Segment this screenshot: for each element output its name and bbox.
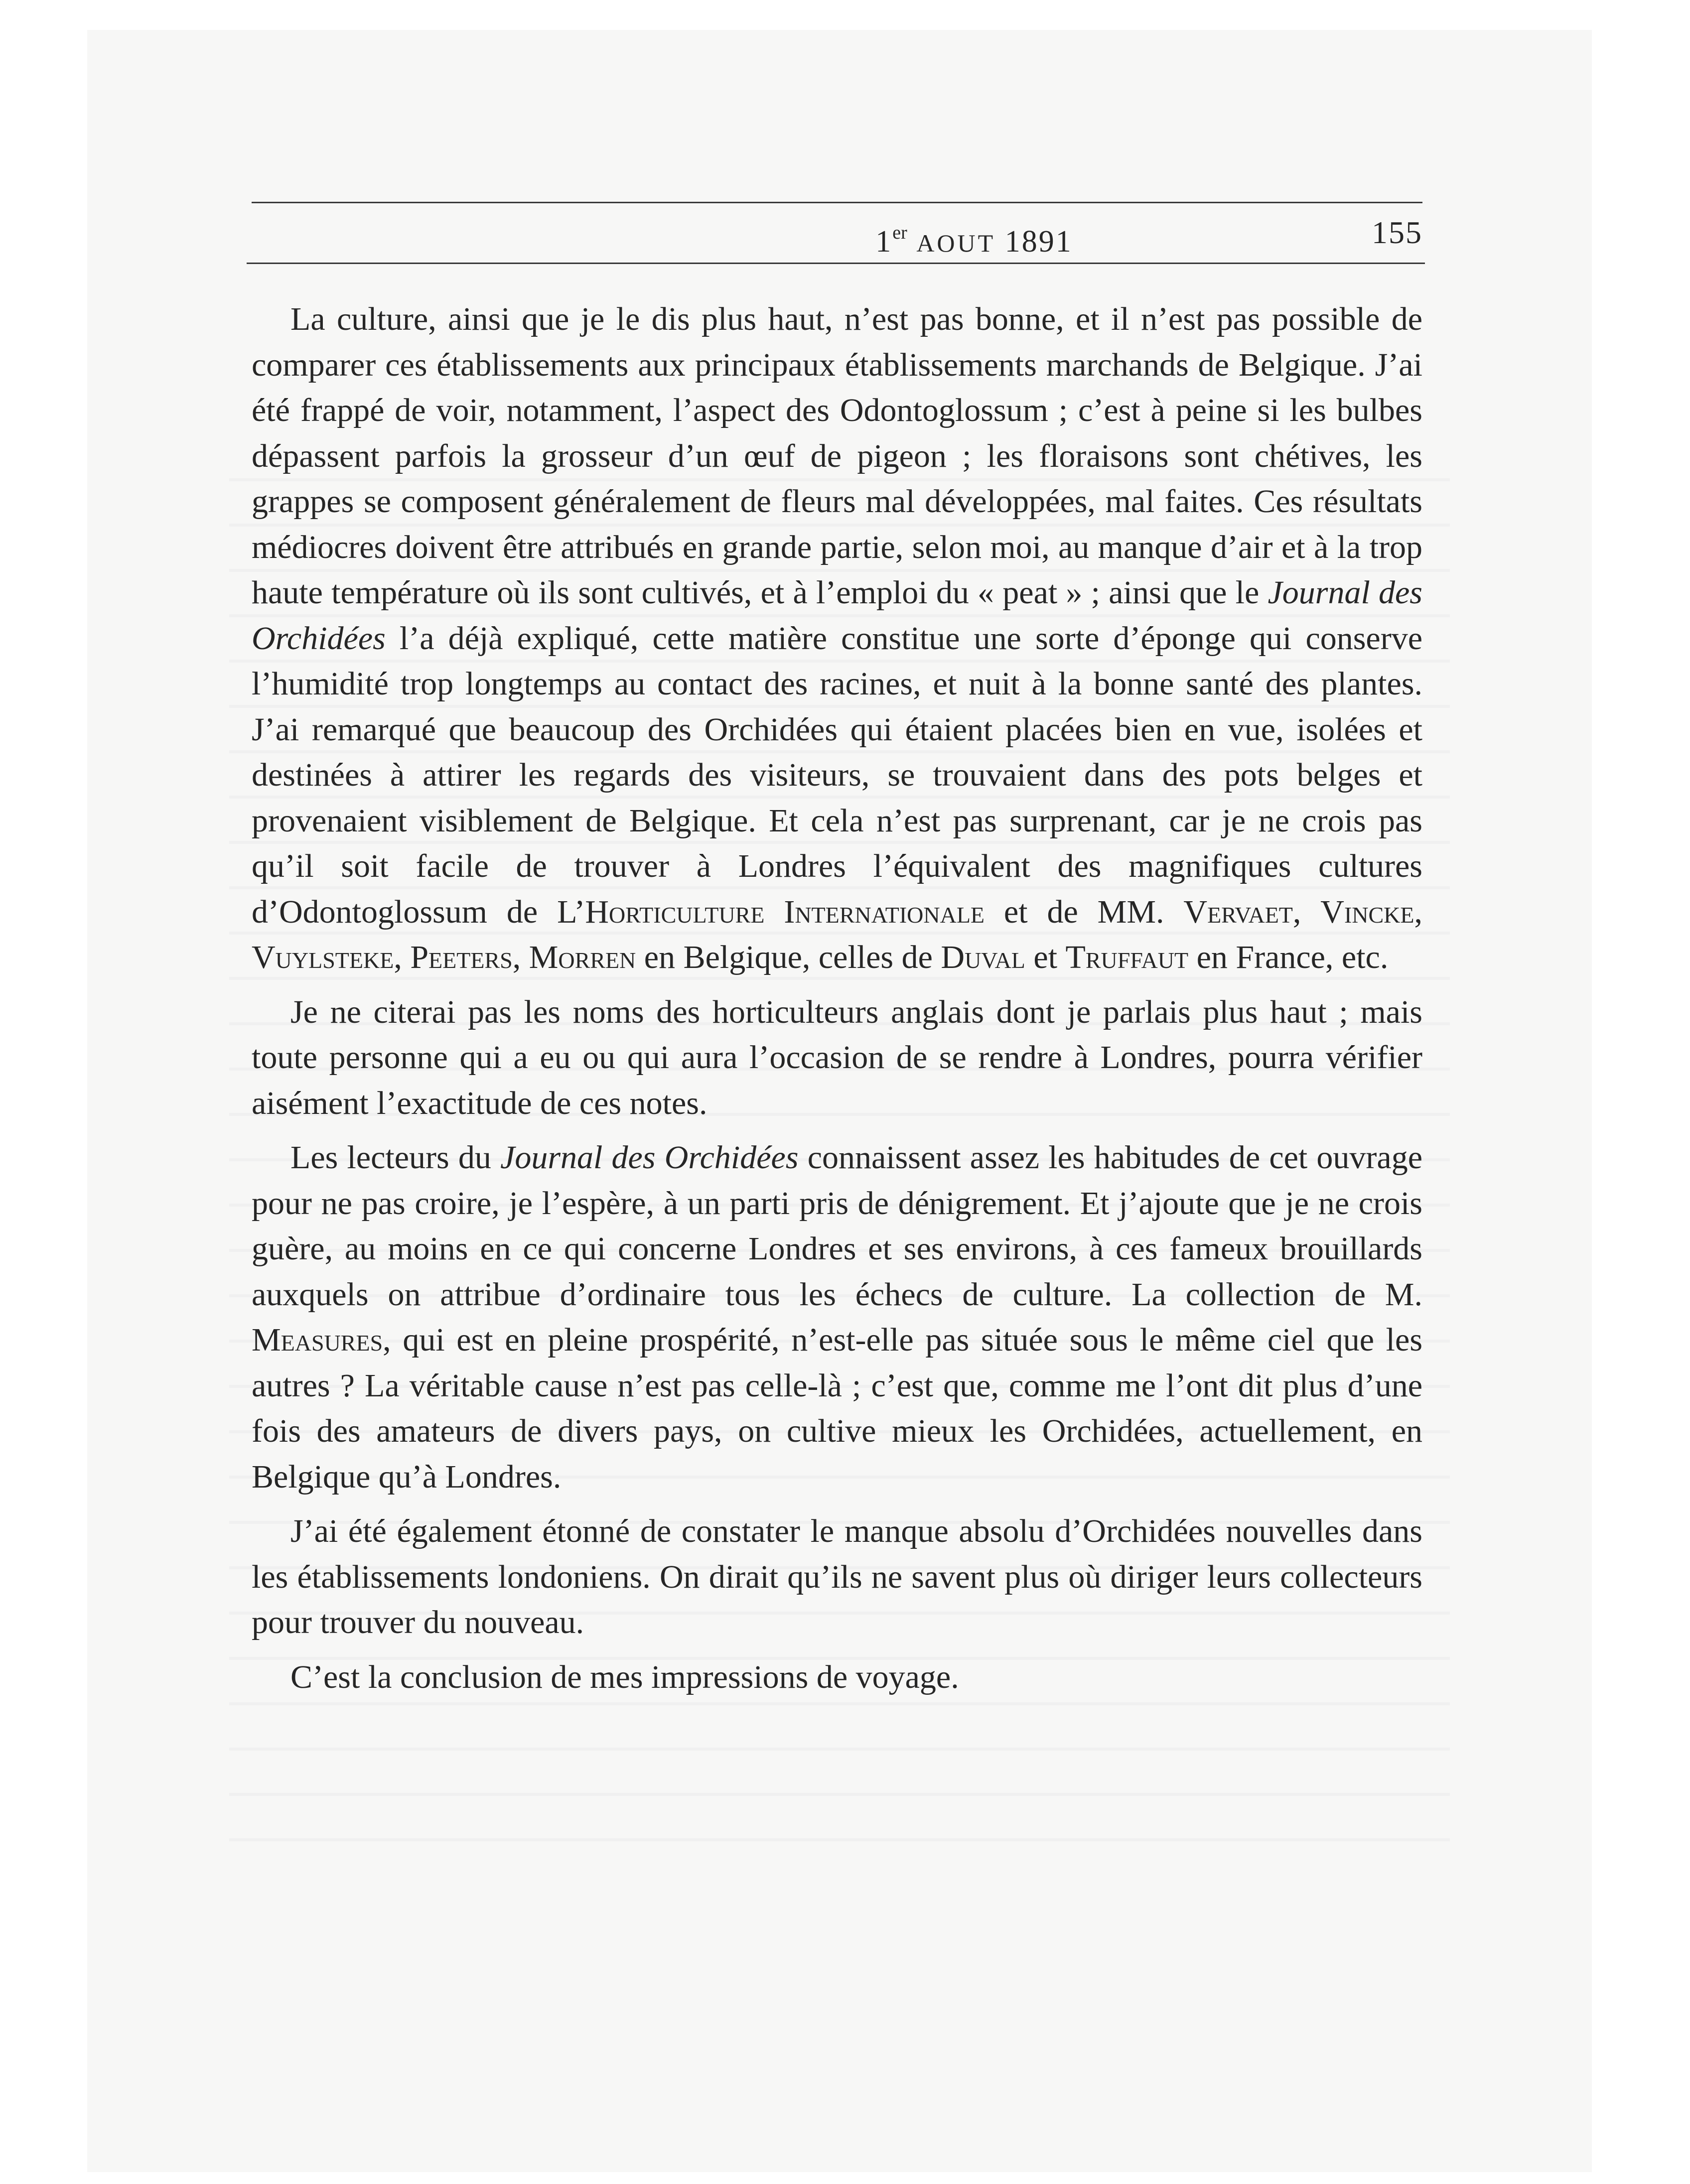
- paragraph: [252, 1508, 1422, 1645]
- body-text: [252, 296, 1422, 1709]
- small-caps-name: Morren: [529, 939, 636, 975]
- text-run: ,: [512, 939, 529, 975]
- text-run: ,: [1414, 893, 1422, 930]
- header-date: [725, 205, 1223, 271]
- text-run: connaissent assez les habitudes de cet ouvrage pour ne pas croire, je l’espère, à un parti pris de dénigrement. Et j’ajoute que je ne crois guère, au moins en ce qui concerne Londres et ses environs, à ces fameux brouillards auxquels on attribue d’ordinaire tous les échecs de culture. La collection de M.: [252, 1139, 1422, 1313]
- running-head: [252, 205, 1422, 260]
- paragraph: [252, 1135, 1422, 1500]
- text-run: en France, etc.: [1188, 939, 1389, 975]
- text-run: ,: [394, 939, 411, 975]
- italic-title: Journal des Orchidées: [500, 1139, 799, 1176]
- small-caps-name: Vuylsteke: [252, 939, 394, 975]
- date-year: 1891: [1004, 225, 1073, 259]
- date-day: 1: [875, 225, 893, 259]
- text-run: et: [1025, 939, 1066, 975]
- text-run: La culture, ainsi que je le dis plus haut, n’est pas bonne, et il n’est pas possible de comparer ces établissements aux principaux établissements marchands de Belgique. J’ai été frappé de voir, notamment, l’aspect des Odontoglossum ; c’est à peine si les bulbes dépassent parfois la grosseur d’un œuf de pigeon ; les floraisons sont chétives, les grappes se composent généralement de fleurs mal développées, mal faites. Ces résultats médiocres doivent être attribués en grande partie, selon moi, au manque d’air et à la trop haute température où ils sont cultivés, et à l’emploi du « peat » ; ainsi que le: [252, 301, 1422, 611]
- paragraph: [252, 989, 1422, 1126]
- text-run: Les lecteurs du: [290, 1139, 501, 1176]
- page-number: 155: [1372, 215, 1422, 250]
- date-month: AOUT: [916, 229, 996, 257]
- paragraph: [252, 1654, 1422, 1700]
- small-caps-name: Measures: [252, 1322, 383, 1358]
- text-run: l’a déjà expliqué, cette matière constitue une sorte d’éponge qui conserve l’humidité trop longtemps au contact des racines, et nuit à la bonne santé des plantes. J’ai remarqué que beaucoup des Orchidées qui étaient placées bien en vue, isolées et destinées à attirer les regards des visiteurs, se trouvaient dans des pots belges et provenaient visiblement de Belgique. Et cela n’est pas surprenant, car je ne crois pas qu’il soit facile de trouver à Londres l’équivalent des magnifiques cultures d’Odontoglossum de: [252, 620, 1422, 930]
- small-caps-name: L’Horticulture Internationale: [557, 893, 985, 930]
- small-caps-name: Duval: [941, 939, 1025, 975]
- paragraph: [252, 296, 1422, 980]
- header-rule-top: [252, 202, 1422, 203]
- text-run: C’est la conclusion de mes impressions de voyage.: [290, 1658, 959, 1695]
- small-caps-name: Vervaet: [1183, 893, 1293, 930]
- small-caps-name: Truffaut: [1065, 939, 1189, 975]
- text-run: et de MM.: [985, 893, 1184, 930]
- text-run: Je ne citerai pas les noms des horticulteurs anglais dont je parlais plus haut ; mais toute personne qui a eu ou qui aura l’occasion de se rendre à Londres, pourra vérifier aisément l’exactitude de ces notes.: [252, 993, 1422, 1121]
- header-rule-bottom: [247, 263, 1425, 264]
- text-run: ,: [1292, 893, 1321, 930]
- text-run: J’ai été également étonné de constater le manque absolu d’Orchidées nouvelles dans les établissements londoniens. On dirait qu’ils ne savent plus où diriger leurs collecteurs pour trouver du nouveau.: [252, 1513, 1422, 1640]
- text-run: en Belgique, celles de: [636, 939, 941, 975]
- date-superscript: er: [892, 222, 907, 243]
- small-caps-name: Vincke: [1320, 893, 1414, 930]
- italic-title: Journal des Orchidées: [252, 574, 1422, 657]
- text-run: , qui est en pleine prospérité, n’est-elle pas située sous le même ciel que les autres ? La véritable cause n’est pas celle-là ; c’est que, comme me l’ont dit plus d’une fois des amateurs de divers pays, on cultive mieux les Orchidées, actuellement, en Belgique qu’à Londres.: [252, 1322, 1422, 1495]
- small-caps-name: Peeters: [410, 939, 513, 975]
